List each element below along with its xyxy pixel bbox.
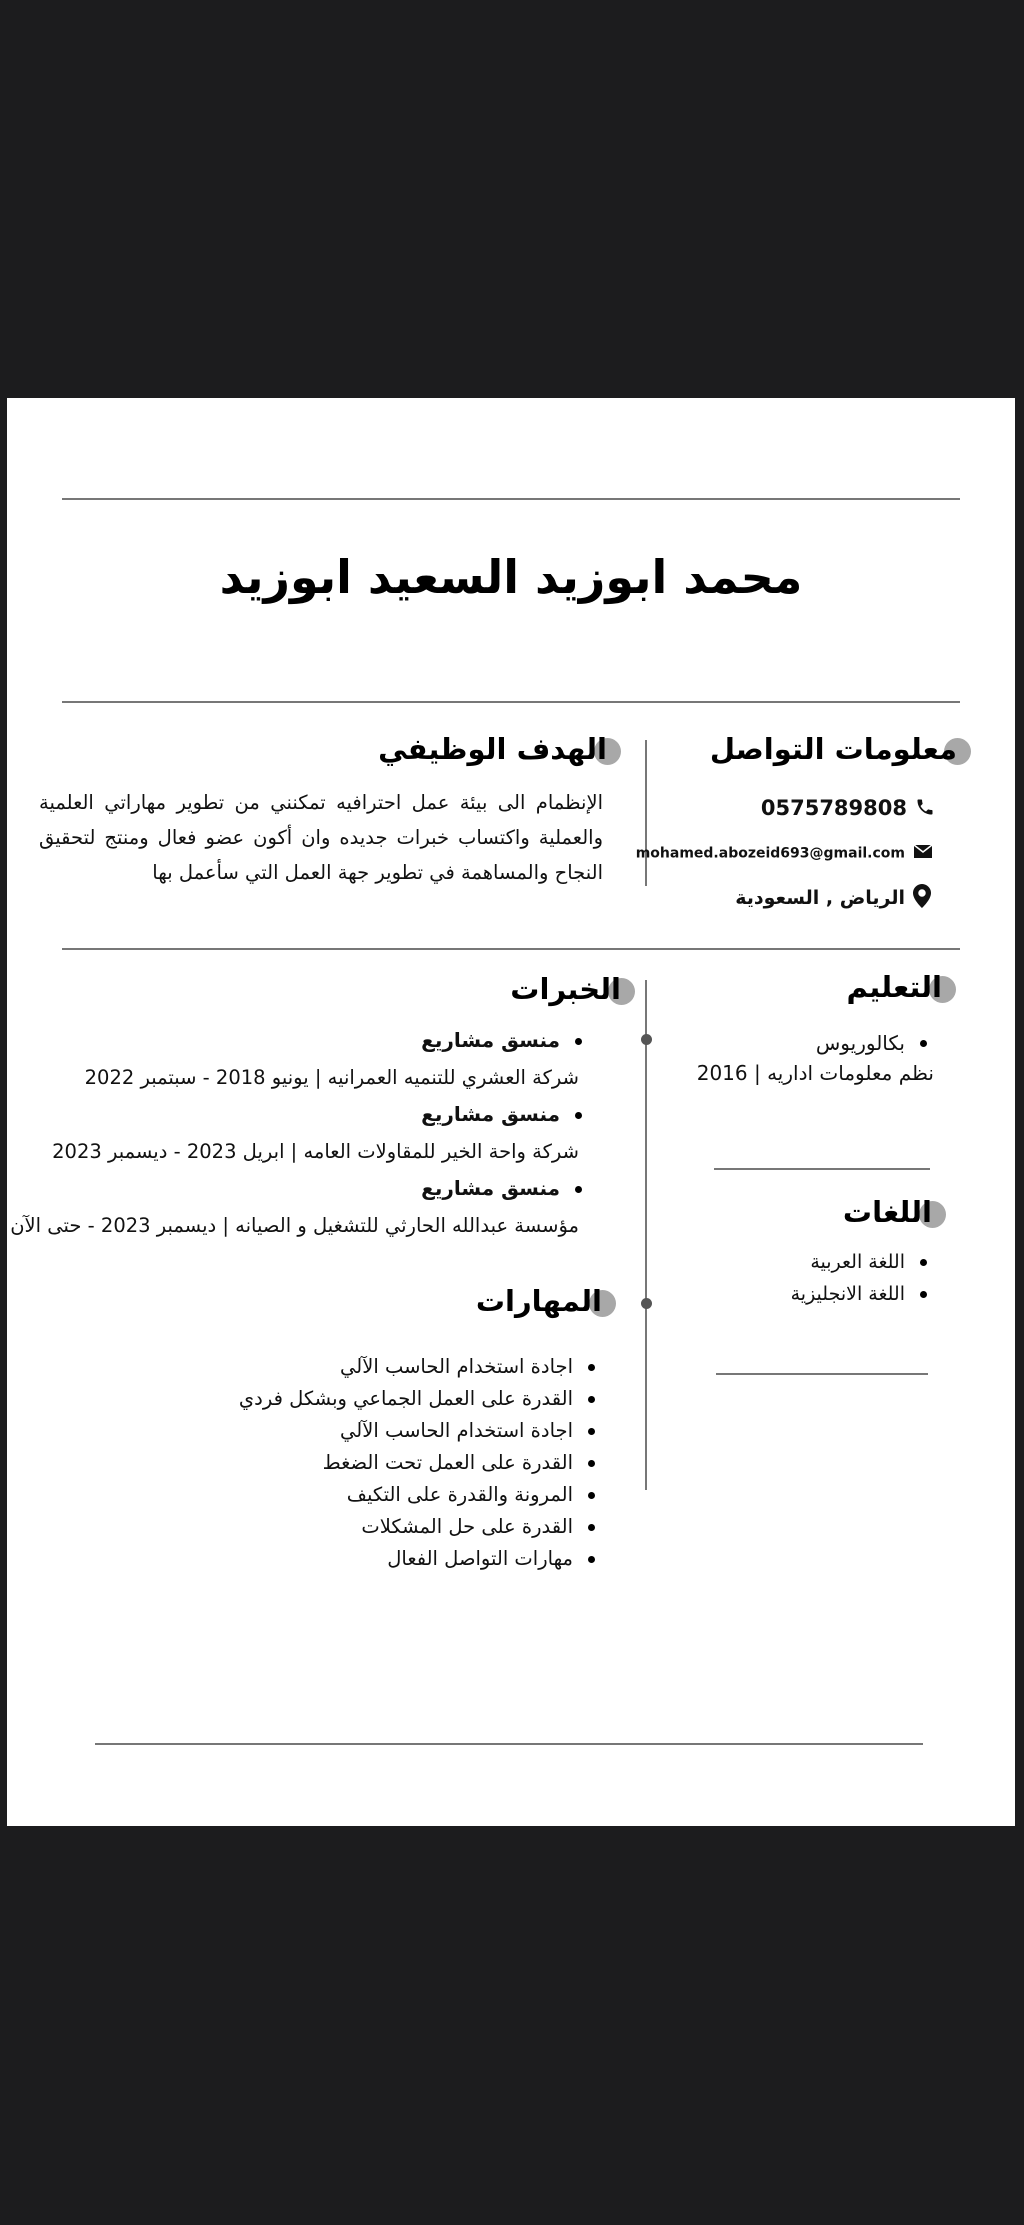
location-pin-icon [913,884,931,913]
list-item: اللغة الانجليزية [791,1278,935,1310]
timeline-dot [641,1298,652,1309]
list-item: منسق مشاريع [15,1170,590,1208]
list-item: القدرة على العمل الجماعي وبشكل فردي [239,1383,603,1415]
skills-list [239,1351,603,1575]
list-item: القدرة على حل المشكلات [239,1511,603,1543]
envelope-icon [913,844,933,863]
education-detail: نظم معلومات اداريه | 2016 [696,1061,934,1085]
list-item: مهارات التواصل الفعال [239,1543,603,1575]
contact-heading: معلومات التواصل [710,732,957,766]
name-divider [62,701,960,703]
list-item: منسق مشاريع [15,1022,590,1060]
top-divider [62,498,960,500]
experience-detail: مؤسسة عبدالله الحارثي للتشغيل و الصيانه | ديسمبر 2023 - حتى الآن [10,1214,579,1237]
lower-column-divider [645,980,647,1490]
list-item: اللغة العربية [791,1246,935,1278]
contact-email: mohamed.abozeid693@gmail.com [636,844,933,863]
experience-detail: شركة العشري للتنميه العمرانيه | يونيو 2018 - سبتمبر 2022 [84,1066,579,1089]
experience-detail: شركة واحة الخير للمقاولات العامه | ابريل 2023 - ديسمبر 2023 [52,1140,579,1163]
section-divider [62,948,960,950]
languages-heading: اللغات [843,1195,932,1229]
resume-page [7,398,1015,1826]
list-item: اجادة استخدام الحاسب الآلي [239,1351,603,1383]
candidate-name: محمد ابوزيد السعيد ابوزيد [219,550,803,604]
list-item: منسق مشاريع [15,1096,590,1134]
phone-icon [915,797,935,822]
list-item: القدرة على العمل تحت الضغط [239,1447,603,1479]
education-divider [714,1168,930,1170]
timeline-dot [641,1034,652,1045]
upper-column-divider [645,740,647,886]
list-item: اجادة استخدام الحاسب الآلي [239,1415,603,1447]
languages-list [791,1246,935,1310]
contact-phone: 0575789808 [761,796,935,822]
list-item: بكالوريوس [816,1028,935,1058]
skills-heading: المهارات [476,1284,602,1318]
languages-divider [716,1373,928,1375]
contact-location: الرياض , السعودية [735,884,931,913]
education-list [816,1028,935,1058]
bottom-divider [95,1743,923,1745]
experience-heading: الخبرات [510,972,621,1006]
objective-heading: الهدف الوظيفي [378,732,607,766]
experience-list [10,1022,590,1244]
list-item: المرونة والقدرة على التكيف [239,1479,603,1511]
objective-text: الإنظمام الى بيئة عمل احترافيه تمكنني من تطوير مهاراتي العلمية والعملية واكتساب خبرات جديده وان أكون عضو فعال ومنتج لتحقيق النجاح والمساهمة في تطوير جهة العمل التي سأعمل بها [39,791,603,884]
education-heading: التعليم [847,970,942,1004]
